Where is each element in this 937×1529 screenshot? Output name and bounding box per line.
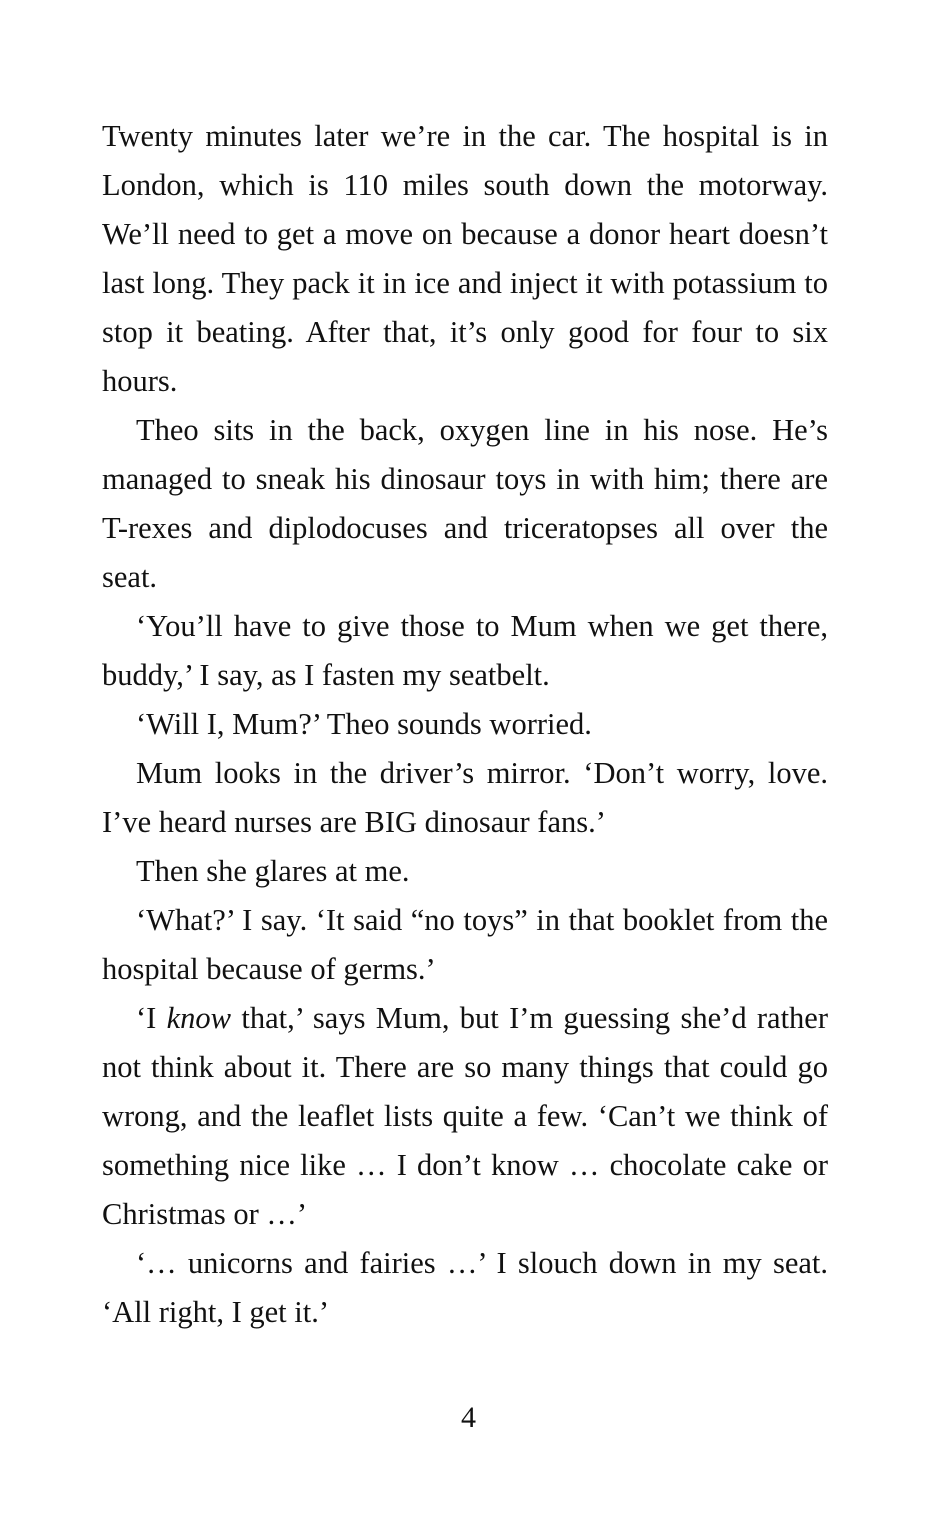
paragraph-6: Then she glares at me. xyxy=(136,854,410,888)
paragraph-2: Theo sits in the back, oxygen line in his nose. He’s managed to sneak his dinosaur toys in with him; there are T-rexes and diplodocuses and triceratopses all over the seat. xyxy=(102,413,828,594)
paragraph-4: ‘Will I, Mum?’ Theo sounds worried. xyxy=(136,707,592,741)
emphasized-word: know xyxy=(166,1001,232,1035)
paragraph-9: ‘… unicorns and fairies …’ I slouch down in my seat. ‘All right, I get it.’ xyxy=(102,1246,828,1329)
paragraph-1: Twenty minutes later we’re in the car. The hospital is in London, which is 110 miles south down the motorway. We’ll need to get a move on because a donor heart doesn’t last long. They pack it in ice and inject it with potassium to stop it beating. After that, it’s only good for four to six hours. xyxy=(102,119,828,398)
paragraph-8-start: ‘I xyxy=(136,1001,167,1035)
paragraph-3: ‘You’ll have to give those to Mum when we get there, buddy,’ I say, as I fasten my seatbelt. xyxy=(102,609,828,692)
paragraph-5: Mum looks in the driver’s mirror. ‘Don’t worry, love. I’ve heard nurses are BIG dinosaur fans.’ xyxy=(102,756,828,839)
paragraph-7: ‘What?’ I say. ‘It said “no toys” in that booklet from the hospital because of germs.’ xyxy=(102,903,828,986)
paragraph-8 xyxy=(102,994,828,1239)
page-body xyxy=(102,112,828,1337)
paragraph-8-rest: that,’ says Mum, but I’m guessing she’d rather not think about it. There are so many things that could go wrong, and the leaflet lists quite a few. ‘Can’t we think of something nice like … I don’t know … chocolate cake or Christmas or …’ xyxy=(102,1001,828,1231)
page-number: 4 xyxy=(461,1401,476,1434)
